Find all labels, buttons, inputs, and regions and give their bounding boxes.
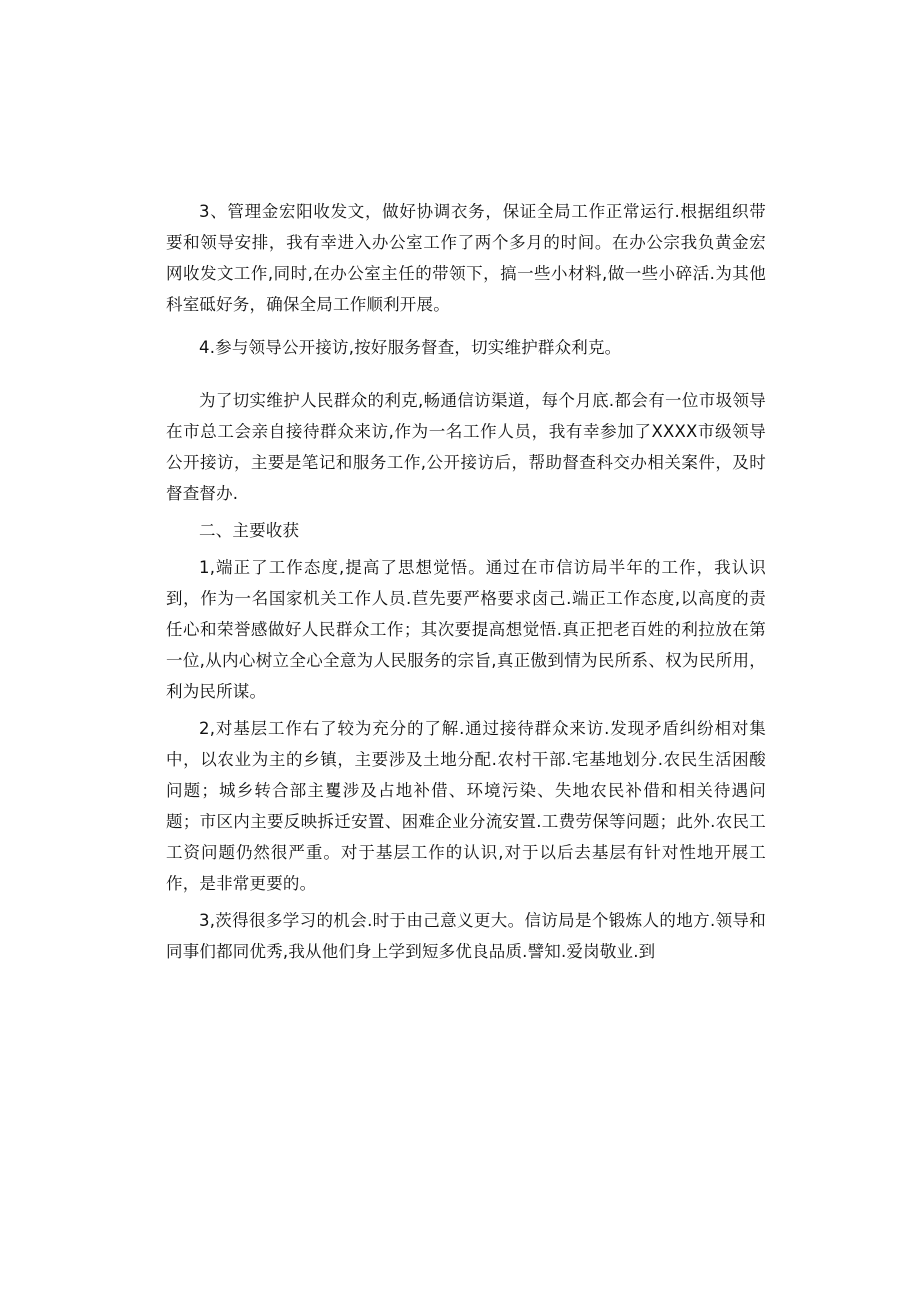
paragraph-public-reception-heading: 4.参与领导公开接访,按好服务督查，切实维护群众利克。 [199,338,622,357]
paragraph-public-reception-body: 为了切实维护人民群众的利克,畅通信访渠道，每个月底.都会有一位市圾领导在市总工会亲自接待群众来访,作为一名工作人员，我有幸参加了XXXX市级领导公开接访，主要是笔记和服务工作,公开接访后，帮助督查科交办相关案件，及时督查督办. [166,391,766,503]
paragraph-gain-attitude: 1,端正了工作态度,提高了思想觉悟。通过在市信访局半年的工作，我认识到，作为一名国家机关工作人员.苣先要严格要求卤己.端正工作态度,以高度的责任心和荣誉感做好人民群众工作；其次要提高想觉悟.真正把老百姓的利拉放在第一位,从内心树立全心全意为人民服务的宗旨,真正傲到情为民所系、权为民所用，利为民所谋。 [166,558,766,701]
paragraph-gain-learning: 3,茨得很多学习的机会.时于由己意义更大。信访局是个锻炼人的地方.领导和同事们都同优秀,我从他们身上学到短多优良品质.譬知.爱岗敬业.到 [166,911,766,961]
paragraph-gain-grassroots: 2,对基层工作右了较为充分的了解.通过接待群众来访.发现矛盾纠纷相对集中，以农业为主的乡镇，主要涉及土地分配.农村干部.宅基地划分.农民生活困酸问题；城乡转合部主矍涉及占地补借、环境污染、失地农民补借和相关待遇问题；市区内主要反映拆迁安置、困难企业分流安置.工费劳保等问题；此外.农民工工资问题仍然很严重。对于基层工作的认识,对于以后去基层有针对性地开展工作，是非常更要的。 [166,719,766,893]
document-body [166,196,766,967]
section-heading-main-gains: 二、主要收获 [199,521,300,540]
paragraph-manage-documents: 3、管理金宏阳收发文，做好协调衣务，保证全局工作正常运行.根据组织带要和领导安排，我有幸进入办公室工作了两个多月的时间。在办公宗我负黄金宏网收发文工作,同时,在办公室主任的带领下，搞一些小材料,做一些小碎活.为其他科室砥好务，确保全局工作顺利开展。 [166,202,766,314]
